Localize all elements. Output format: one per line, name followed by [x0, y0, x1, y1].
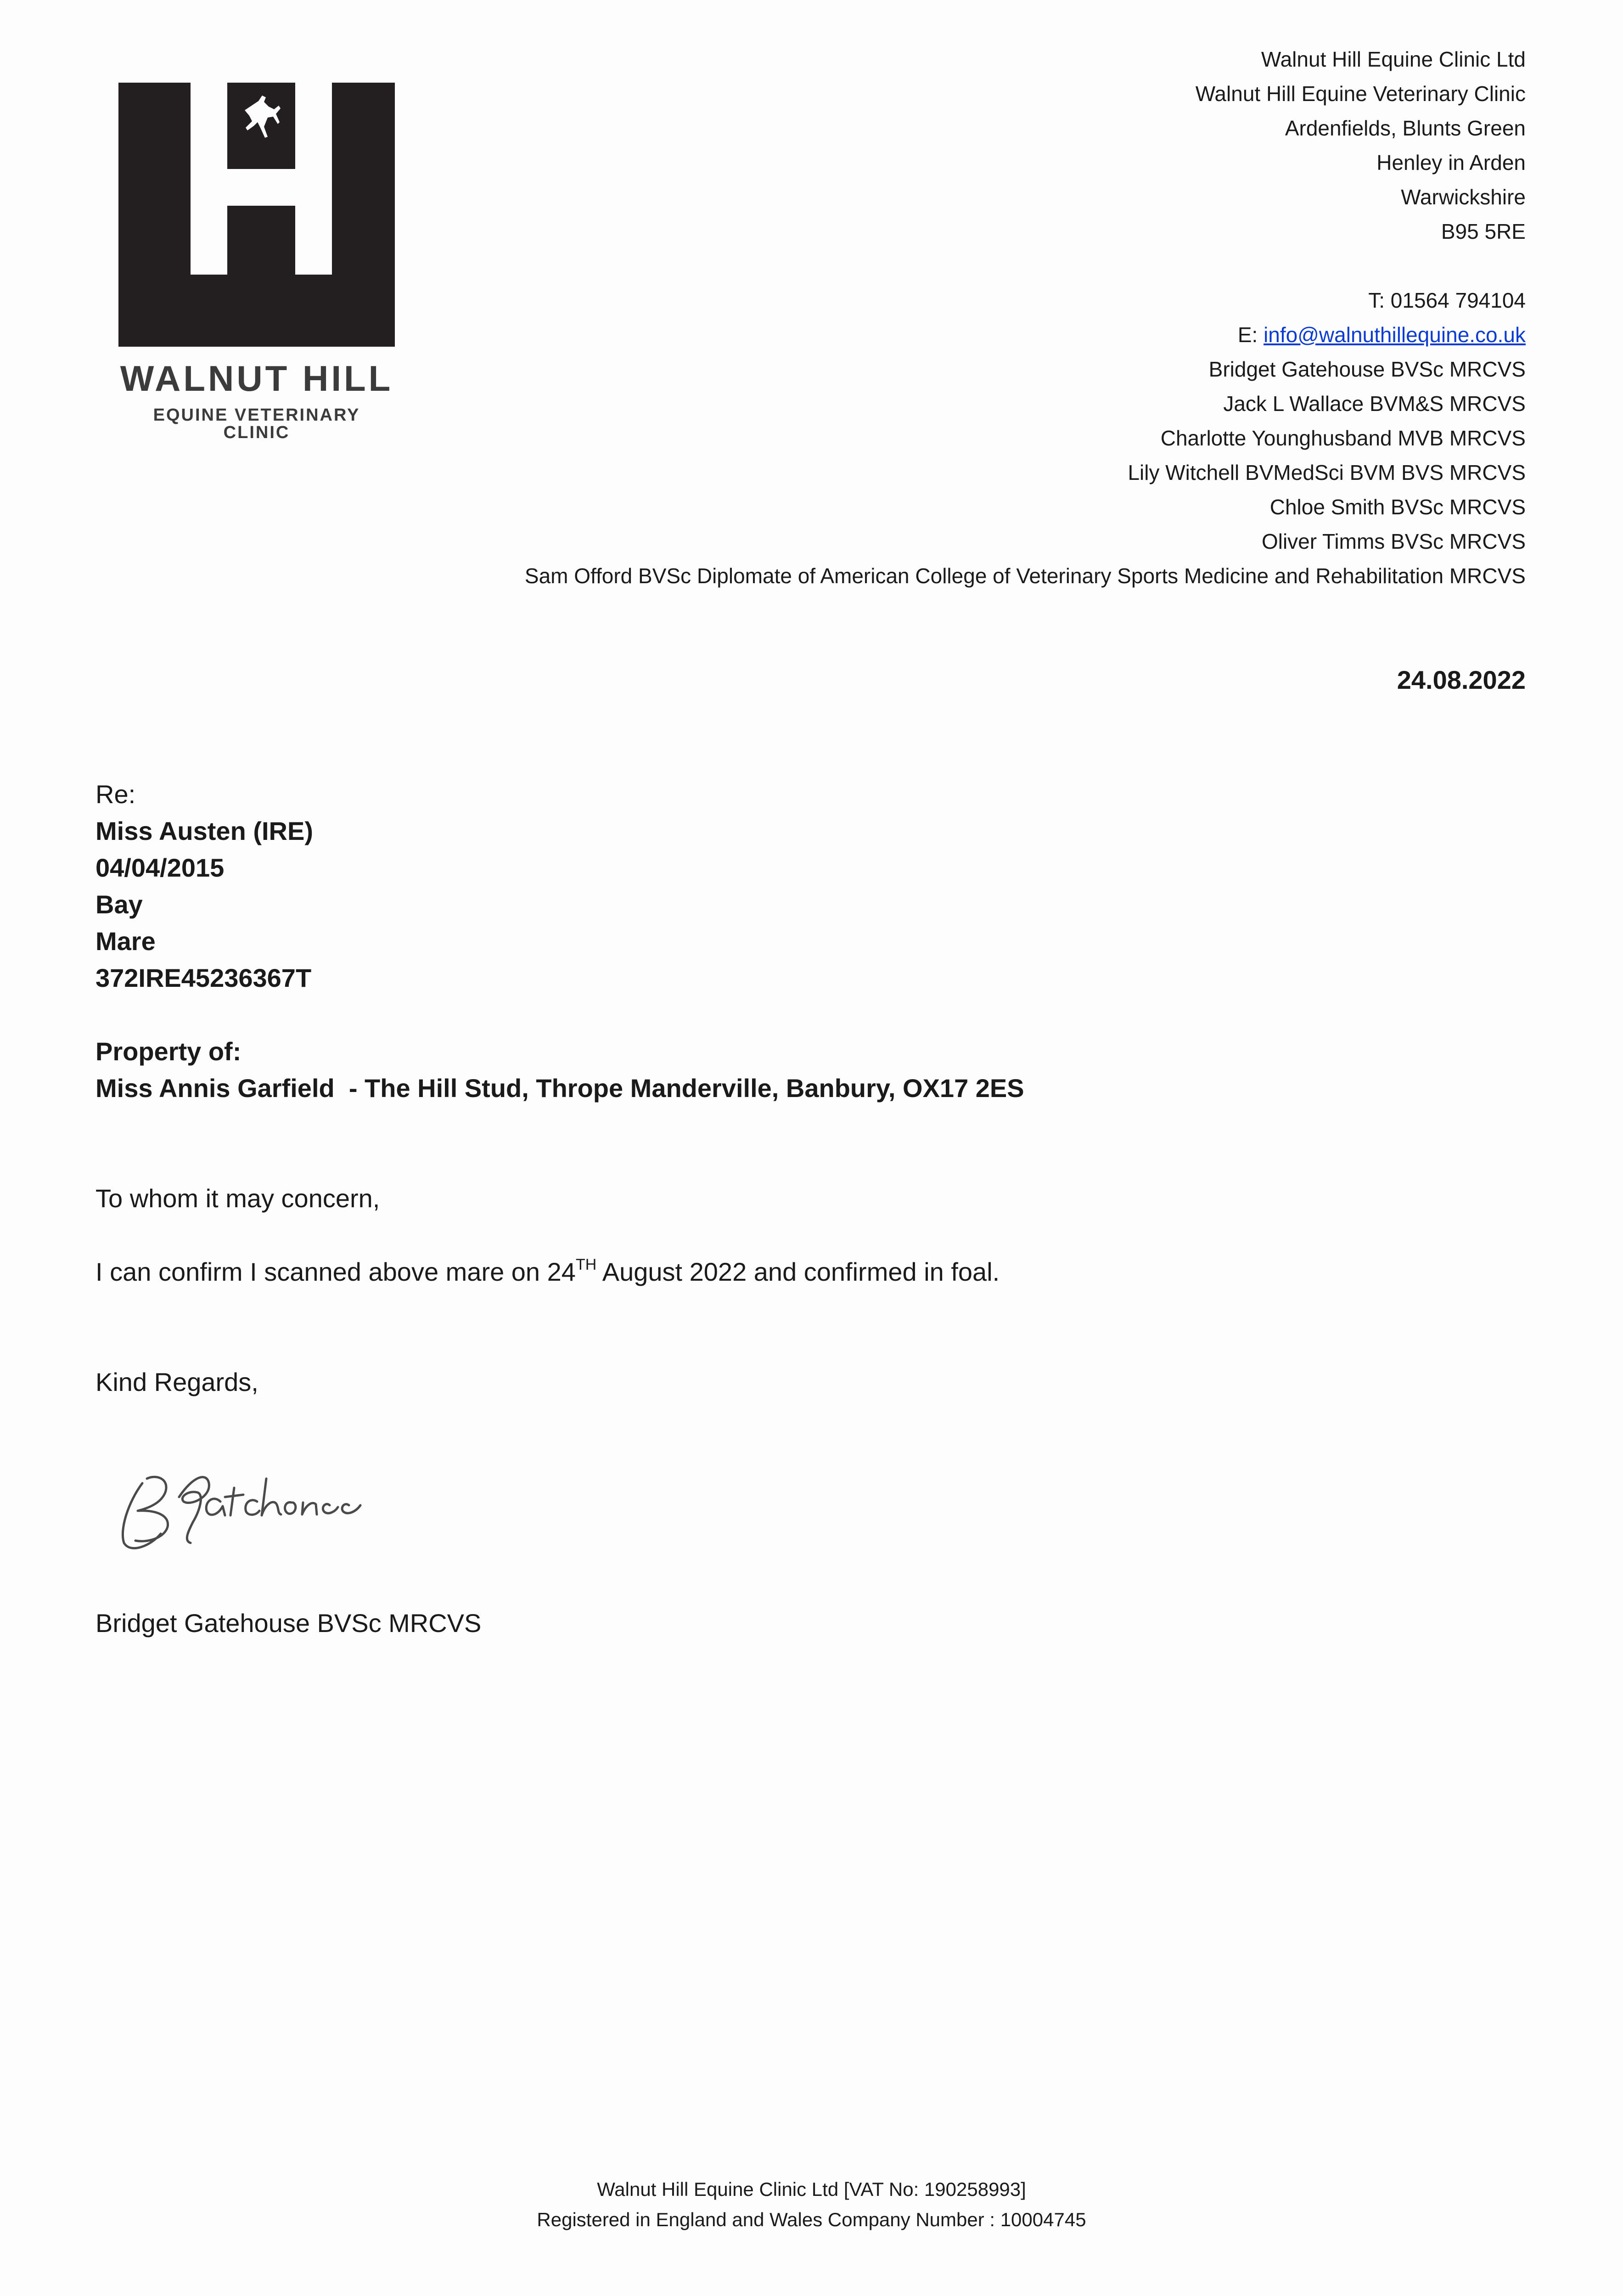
clinic-logo	[118, 83, 395, 441]
phone-number: T: 01564 794104	[1368, 288, 1526, 312]
body-before: I can confirm I scanned above mare on 24	[95, 1257, 576, 1286]
address-line: Henley in Arden	[1376, 151, 1526, 174]
staff-member: Bridget Gatehouse BVSc MRCVS	[1208, 357, 1526, 381]
email-link[interactable]: info@walnuthillequine.co.uk	[1264, 323, 1526, 347]
clinic-address	[525, 42, 1526, 593]
staff-member: Oliver Timms BVSc MRCVS	[1261, 529, 1526, 553]
owner-details: Miss Annis Garfield - The Hill Stud, Thrope Manderville, Banbury, OX17 2ES	[95, 1074, 1024, 1103]
letter-date: 24.08.2022	[1397, 665, 1526, 694]
logo-h-mark	[118, 83, 395, 347]
horse-name: Miss Austen (IRE)	[95, 816, 313, 845]
staff-member: Sam Offord BVSc Diplomate of American College of Veterinary Sports Medicine and Rehabilitation MRCVS	[524, 564, 1526, 588]
address-line: Walnut Hill Equine Veterinary Clinic	[1195, 82, 1526, 106]
staff-member: Charlotte Younghusband MVB MRCVS	[1160, 426, 1526, 450]
address-line: Walnut Hill Equine Clinic Ltd	[1261, 47, 1526, 71]
signature	[110, 1451, 395, 1561]
greeting: To whom it may concern,	[95, 1184, 380, 1213]
body-after: August 2022 and confirmed in foal.	[596, 1257, 1000, 1286]
horse-id: 372IRE45236367T	[95, 963, 312, 992]
body-superscript: TH	[575, 1256, 597, 1273]
property-label: Property of:	[95, 1037, 241, 1066]
address-line: Ardenfields, Blunts Green	[1285, 116, 1526, 140]
footer	[0, 2174, 1623, 2235]
letter-body	[95, 1254, 1000, 1290]
horse-dob: 04/04/2015	[95, 853, 225, 882]
property-block	[95, 1033, 1024, 1107]
email-prefix: E:	[1237, 323, 1264, 347]
closing: Kind Regards,	[95, 1367, 258, 1396]
email-line	[525, 318, 1526, 352]
re-label: Re:	[95, 780, 136, 809]
staff-member: Chloe Smith BVSc MRCVS	[1269, 495, 1526, 519]
staff-member: Jack L Wallace BVM&S MRCVS	[1223, 392, 1526, 416]
footer-vat: Walnut Hill Equine Clinic Ltd [VAT No: 190258993]	[597, 2178, 1026, 2200]
signatory: Bridget Gatehouse BVSc MRCVS	[95, 1609, 482, 1638]
re-block	[95, 776, 313, 996]
logo-subtitle: EQUINE VETERINARY CLINIC	[153, 405, 360, 442]
logo-name: WALNUT HILL	[120, 358, 393, 399]
horse-sex: Mare	[95, 927, 156, 956]
horse-colour: Bay	[95, 890, 143, 919]
footer-registration: Registered in England and Wales Company Number : 10004745	[537, 2209, 1086, 2230]
staff-member: Lily Witchell BVMedSci BVM BVS MRCVS	[1128, 461, 1526, 484]
address-line: Warwickshire	[1401, 185, 1526, 209]
address-line: B95 5RE	[1441, 219, 1526, 243]
horse-icon	[236, 83, 287, 161]
